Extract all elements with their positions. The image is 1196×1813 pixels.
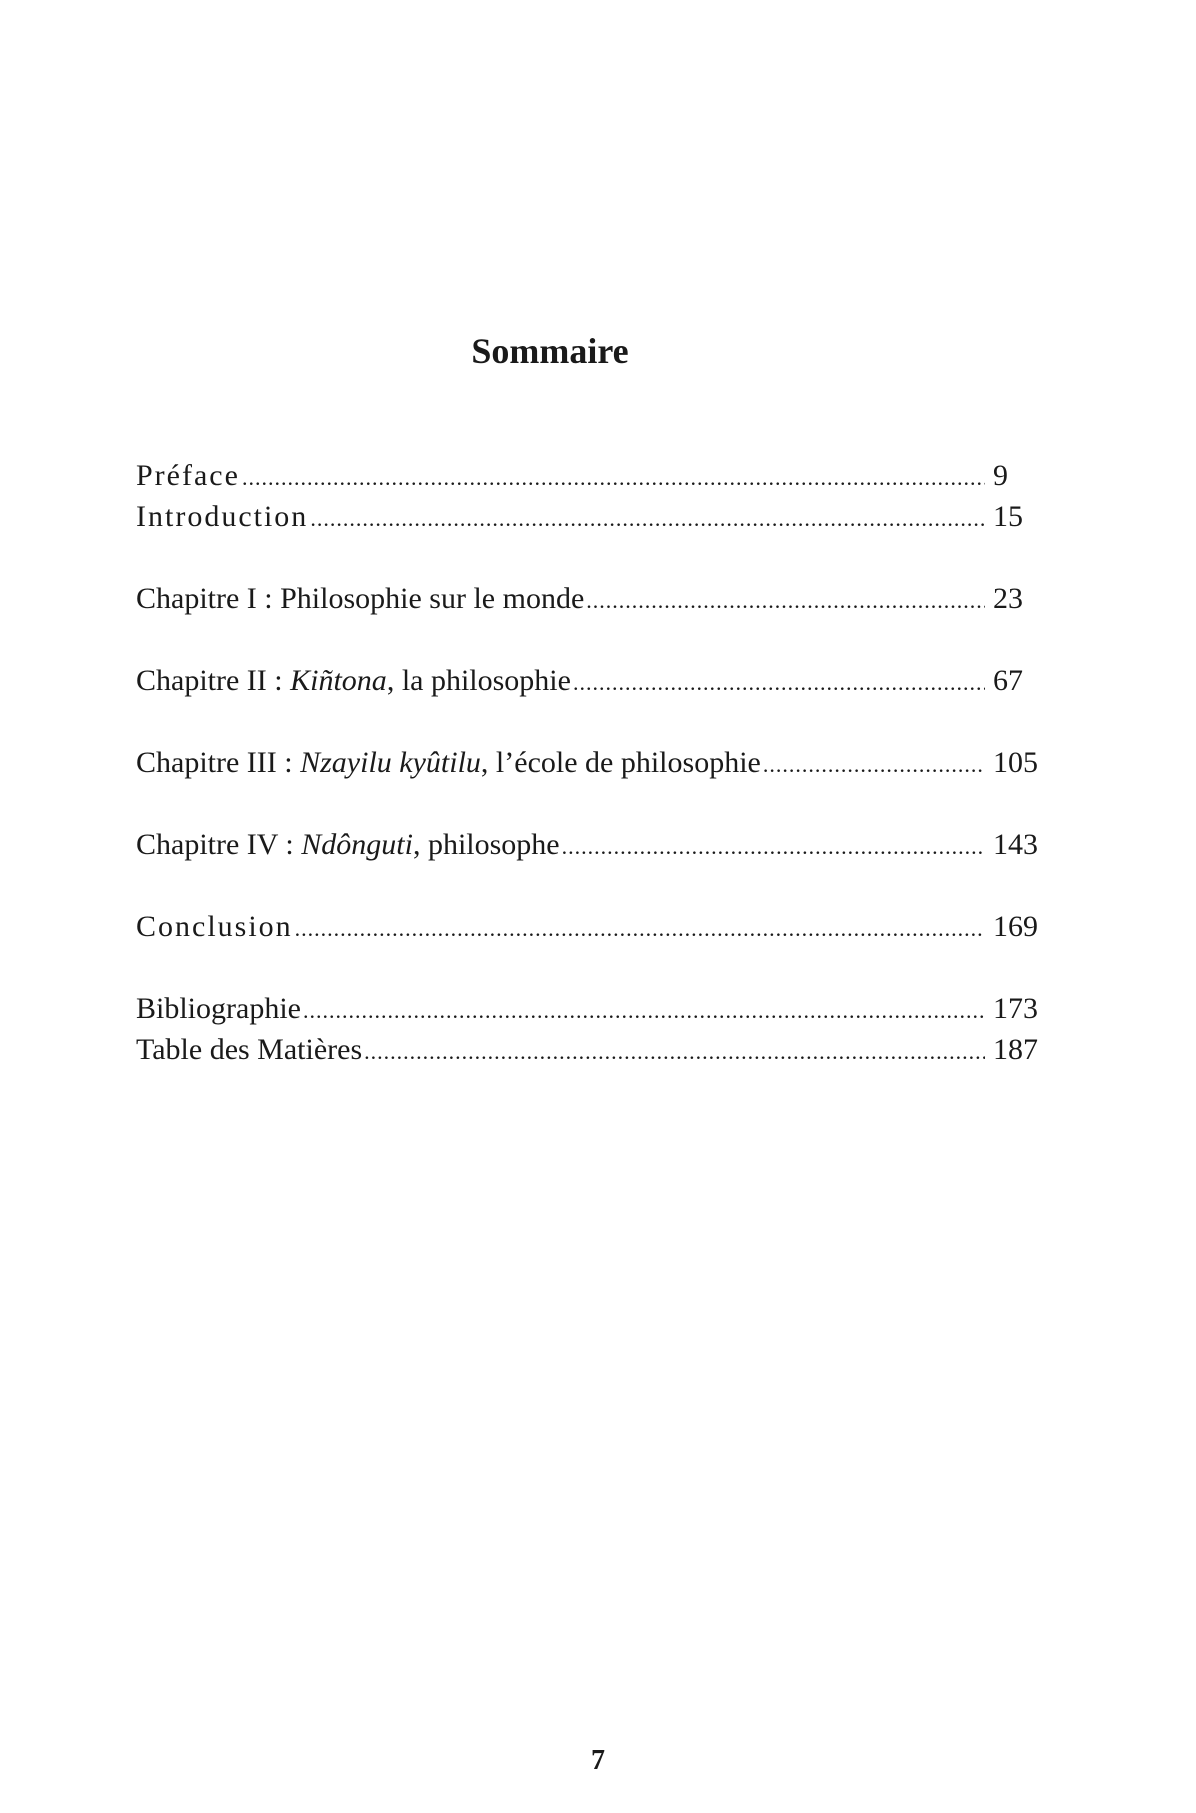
toc-entry-page: 173 <box>993 992 1038 1025</box>
toc-entry-introduction[interactable] <box>136 496 1045 537</box>
toc-entry-label <box>136 660 571 701</box>
toc-entry-preface[interactable] <box>136 455 1045 496</box>
toc-entry-label-prefix: Chapitre IV : <box>136 828 302 861</box>
toc-entry-chapitre-4[interactable] <box>136 824 1045 865</box>
dot-leader <box>586 580 985 621</box>
page-title: Sommaire <box>471 331 629 371</box>
toc-entry-label-suffix: , philosophe <box>412 828 560 861</box>
toc-entry-label <box>136 824 560 865</box>
toc-entry-page: 9 <box>993 459 1008 492</box>
dot-leader <box>242 457 985 498</box>
dot-leader <box>310 498 985 539</box>
toc-entry-conclusion[interactable] <box>136 906 1045 947</box>
toc-entry-chapitre-1[interactable] <box>136 578 1045 619</box>
toc-entry-bibliographie[interactable] <box>136 988 1045 1029</box>
toc-entry-label-prefix: Chapitre II : <box>136 664 291 697</box>
dot-leader <box>364 1031 985 1072</box>
toc-entry-page: 67 <box>993 664 1023 697</box>
toc-entry-label: Préface <box>136 459 240 492</box>
toc-entry-label-suffix: , l’école de philosophie <box>480 746 761 779</box>
toc-entry-page: 169 <box>993 910 1038 943</box>
toc-entry-page: 23 <box>993 582 1023 615</box>
toc-entry-page: 143 <box>993 828 1038 861</box>
page-number: 7 <box>591 1745 605 1776</box>
toc-entry-label-italic: Nzayilu kyûtilu <box>300 746 481 779</box>
dot-leader <box>562 826 985 867</box>
toc-entry-chapitre-3[interactable] <box>136 742 1045 783</box>
toc-entry-label <box>136 742 761 783</box>
toc-entry-label: Conclusion <box>136 910 293 943</box>
dot-leader <box>303 990 985 1031</box>
toc-entry-label-italic: Kiñtona <box>290 664 387 697</box>
toc-entry-page: 187 <box>993 1033 1038 1066</box>
dot-leader <box>295 908 985 949</box>
toc-entry-label: Introduction <box>136 500 309 533</box>
table-of-contents <box>136 455 1045 1070</box>
dot-leader <box>763 744 985 785</box>
toc-entry-label-prefix: Chapitre III : <box>136 746 301 779</box>
toc-entry-table-des-matieres[interactable] <box>136 1029 1045 1070</box>
toc-entry-page: 105 <box>993 746 1038 779</box>
toc-entry-label-italic: Ndônguti <box>301 828 413 861</box>
toc-entry-label-suffix: , la philosophie <box>386 664 571 697</box>
toc-entry-page: 15 <box>993 500 1023 533</box>
dot-leader <box>573 662 985 703</box>
toc-entry-chapitre-2[interactable] <box>136 660 1045 701</box>
toc-entry-label: Bibliographie <box>136 992 301 1025</box>
toc-entry-label: Table des Matières <box>136 1033 363 1066</box>
toc-entry-label: Chapitre I : Philosophie sur le monde <box>136 582 585 615</box>
